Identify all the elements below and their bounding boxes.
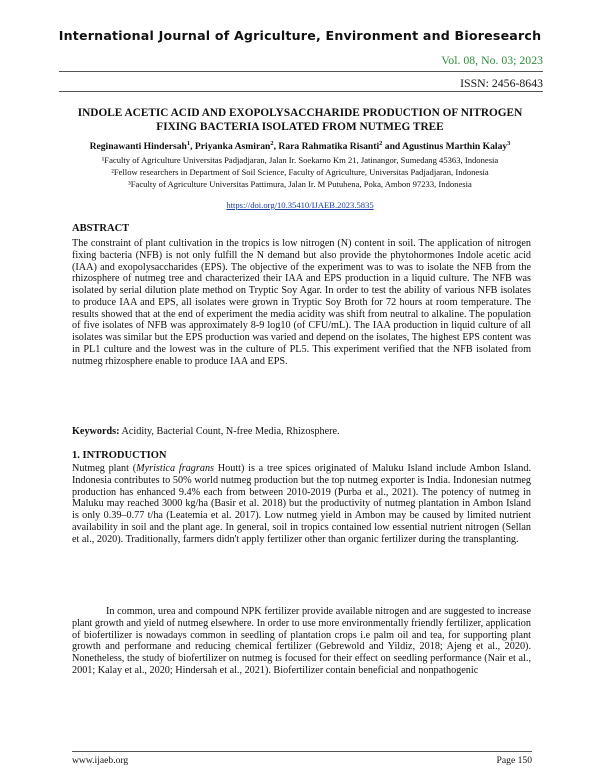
journal-name: International Journal of Agriculture, Environment and Bioresearch — [58, 28, 542, 43]
author-list: Reginawanti Hindersah$^1$, Priyanka Asmiran$^2$, Rara Rahmatika Risanti$^2$ and Agustinus Marthin Kalay$^3$ — [89, 140, 511, 153]
issn: ISSN: 2456-8643 — [460, 76, 543, 90]
keywords — [72, 426, 531, 438]
keywords-label: Keywords: — [72, 426, 120, 437]
species-name: Myristica fragrans — [136, 463, 215, 474]
header-rule-2 — [59, 91, 543, 92]
intro-paragraph-2: In common, urea and compound NPK fertilizer provide available nitrogen and are suggested to increase plant growth and yield of nutmeg elsewhere. In order to use more environmentally friendly fertilizer, application of biofertilizer is nowadays common in seedling of plantation crops i.e palm oil and tea, for supporting plant growth and performane and reducing chemical fertilizer (Gebrewold and Yildiz, 2018; Ajeng et al., 2020). Nonetheless, the study of biofertilizer on nutmeg is focused for their effect on seedling performance (Nair et al., 2001; Kalay et al., 2020; Hindersah et al., 2021). Biofertilizer contain beneficial and nonpathogenic — [72, 606, 531, 676]
affiliation: ²Fellow researchers in Department of Soil Science, Faculty of Agriculture, Universitas Padjadjaran, Indonesia — [111, 167, 489, 177]
intro-heading: 1. INTRODUCTION — [72, 450, 167, 461]
affiliation: ³Faculty of Agriculture Universitas Pattimura, Jalan Ir. M Putuhena, Poka, Ambon 97233, Indonesia — [128, 179, 472, 189]
footer-rule — [72, 751, 532, 752]
author-name: Priyanka Asmiran — [194, 141, 271, 153]
author-name: Reginawanti Hindersah — [89, 141, 187, 153]
abstract-text: The constraint of plant cultivation in the tropics is low nitrogen (N) content in soil. The application of nitrogen fixing bacteria (NFB) is not only fulfill the N demand but also provide the phytohormones Indole acetic acid (IAA) and exopolysaccharides (EPS). The objective of the experiment was to was to isolate the NFB from the rhizosphere of nutmeg tree and characterized their IAA and EPS production in a liquid culture. The NFB was isolated by serial dilution plate method on Tryptic Soy Agar. In order to test the ability of various NFB isolates to produce IAA and EPS, all isolates were grown in Tryptic Soy Broth for 72 hours at room temperature. The results showed that at the end of experiment the media acidity was shift from neutral to alkaline. The population of five isolates of NFB was approximately 8-9 log10 (of CFU/mL). The IAA production in liquid culture of all isolates was similar but the EPS production was varied and depend on the isolates, The highest EPS content was in PL1 culture and the lowest was in the culture of PL5. This experiment verified that the NFB isolated from nutmeg rhizosphere enable to produce IAA and EPS. — [72, 238, 531, 367]
affiliation: ¹Faculty of Agriculture Universitas Padjadjaran, Jalan Ir. Soekarno Km 21, Jatinangor, Sumedang 45363, Indonesia — [101, 155, 499, 165]
author-name: Agustinus Marthin Kalay — [402, 141, 508, 153]
footer-website[interactable]: www.ijaeb.org — [72, 755, 129, 766]
paper-title: INDOLE ACETIC ACID AND EXOPOLYSACCHARIDE PRODUCTION OF NITROGEN FIXING BACTERIA ISOLATED FROM NUTMEG TREE — [77, 107, 523, 133]
header-rule — [59, 71, 543, 72]
keywords-text: Acidity, Bacterial Count, N-free Media, Rhizosphere. — [119, 426, 340, 437]
intro-paragraph-1: Nutmeg plant (Myristica fragrans Houtt) is a tree spices originated of Maluku Island include Ambon Island. Indonesia contributes to 50% world nutmeg production but the top nutmeg exporter is India. Indonesian nutmeg production has enhanced 9.4% each from between 2010-2019 (Purba et al., 2021). The potency of nutmeg in Maluku may reached 3000 kg/ha (Basir et al. 2018) but the productivity of nutmeg plantation in Ambon Island is only 0.39–0.77 t/ha (Leatemia et al. 2017). Low nutmeg yield in Ambon may be caused by limited nutrient availability in soil and the plant age. In general, soil in tropics contained low essential nutrient nitrogen (Sellan et al., 2020). Traditionally, farmers didn't apply fertilizer other than organic fertilizer during the transplanting. — [72, 463, 531, 545]
author-name: Rara Rahmatika Risanti — [278, 141, 380, 153]
doi-link[interactable]: https://doi.org/10.35410/IJAEB.2023.5835 — [226, 200, 374, 210]
page-number: Page 150 — [496, 755, 532, 766]
volume-issue: Vol. 08, No. 03; 2023 — [441, 53, 543, 67]
abstract-heading: ABSTRACT — [72, 223, 130, 234]
